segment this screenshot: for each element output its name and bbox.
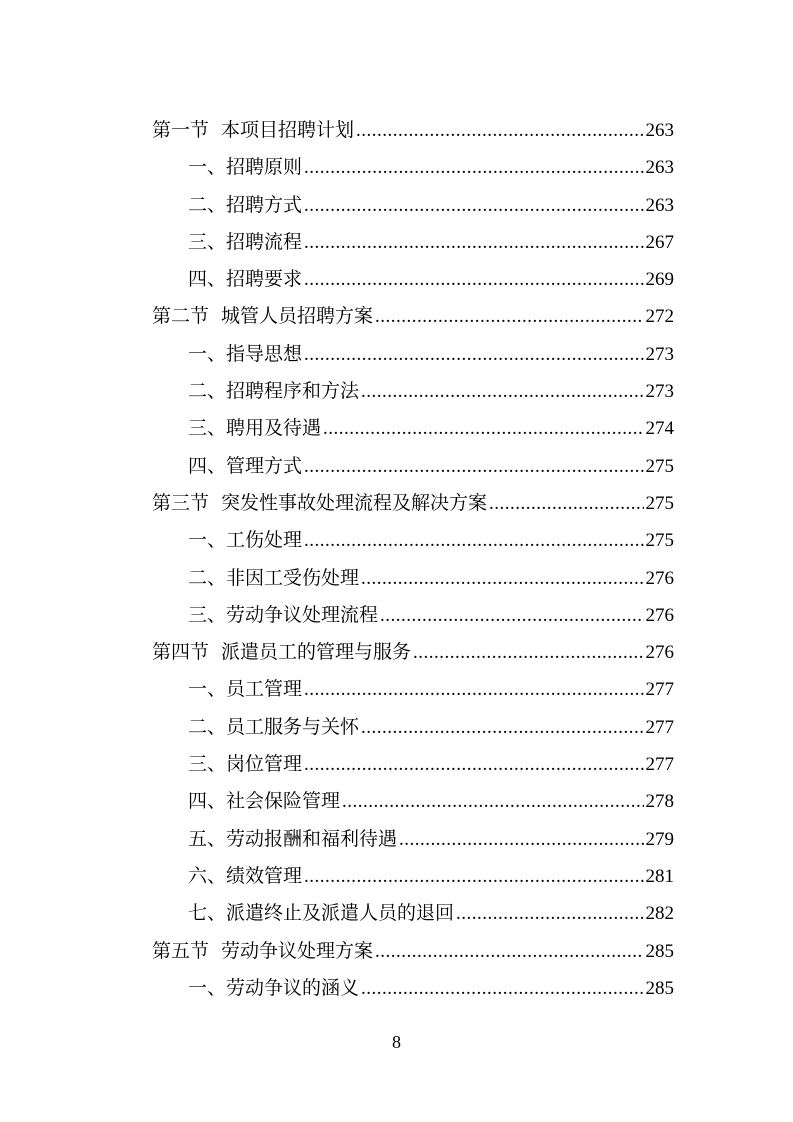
toc-page-number: 275 — [645, 530, 674, 552]
toc-dot-leader — [304, 671, 643, 708]
toc-subsection-entry[interactable] — [152, 671, 674, 708]
toc-entry-title: 一、员工管理 — [188, 678, 303, 701]
toc-entry-label — [152, 112, 354, 149]
toc-dot-leader — [361, 560, 643, 597]
page-number: 8 — [392, 1032, 401, 1052]
toc-page-number: 276 — [645, 604, 674, 626]
toc-dot-leader — [375, 933, 643, 970]
toc-subsection-entry[interactable] — [152, 709, 674, 746]
toc-entry-label — [188, 895, 454, 932]
toc-dot-leader — [356, 112, 643, 149]
toc-subsection-entry[interactable] — [152, 522, 674, 559]
toc-dot-leader — [304, 522, 643, 559]
toc-page-number: 276 — [645, 642, 674, 664]
toc-entry-title: 二、招聘方式 — [188, 193, 303, 216]
toc-entry-title: 一、指导思想 — [188, 342, 303, 365]
toc-subsection-entry[interactable] — [152, 560, 674, 597]
toc-page-number: 276 — [645, 567, 674, 589]
toc-dot-leader — [361, 373, 643, 410]
toc-subsection-entry[interactable] — [152, 261, 674, 298]
toc-entry-label — [188, 448, 302, 485]
toc-subsection-entry[interactable] — [152, 187, 674, 224]
toc-entry-label — [188, 858, 302, 895]
toc-dot-leader — [456, 895, 643, 932]
toc-entry-label — [188, 373, 359, 410]
toc-subsection-entry[interactable] — [152, 783, 674, 820]
toc-section-number: 第五节 — [152, 939, 210, 962]
toc-dot-leader — [399, 821, 643, 858]
toc-entry-title: 四、管理方式 — [188, 454, 303, 477]
toc-entry-label — [152, 634, 411, 671]
toc-subsection-entry[interactable] — [152, 821, 674, 858]
toc-page-number: 285 — [645, 940, 674, 962]
toc-entry-title: 五、劳动报酬和福利待遇 — [188, 827, 398, 850]
toc-section-entry[interactable] — [152, 634, 674, 671]
toc-entry-title: 城管人员招聘方案 — [221, 305, 374, 328]
toc-page-number: 282 — [645, 903, 674, 925]
toc-dot-leader — [304, 187, 643, 224]
toc-dot-leader — [361, 970, 643, 1007]
toc-entry-label — [152, 298, 373, 335]
toc-page-number: 275 — [645, 455, 674, 477]
toc-entry-label — [188, 336, 302, 373]
toc-dot-leader — [304, 336, 643, 373]
toc-entry-title: 突发性事故处理流程及解决方案 — [221, 491, 488, 514]
table-of-contents — [152, 112, 674, 1007]
toc-page-number: 274 — [645, 418, 674, 440]
toc-entry-title: 六、绩效管理 — [188, 864, 303, 887]
toc-entry-label — [188, 560, 359, 597]
toc-entry-label — [188, 410, 321, 447]
toc-subsection-entry[interactable] — [152, 895, 674, 932]
toc-page-number: 263 — [645, 157, 674, 179]
toc-section-entry[interactable] — [152, 485, 674, 522]
toc-section-number: 第一节 — [152, 119, 210, 141]
toc-entry-label — [188, 671, 302, 708]
toc-entry-title: 派遣员工的管理与服务 — [221, 641, 412, 664]
toc-page-number: 277 — [645, 754, 674, 776]
toc-page-number: 267 — [645, 231, 674, 253]
toc-entry-label — [188, 261, 302, 298]
toc-entry-label — [188, 597, 378, 634]
toc-entry-label — [188, 149, 302, 186]
toc-entry-title: 二、员工服务与关怀 — [188, 715, 360, 738]
toc-entry-title: 三、劳动争议处理流程 — [188, 603, 379, 626]
toc-subsection-entry[interactable] — [152, 373, 674, 410]
toc-section-number: 第四节 — [152, 641, 210, 664]
toc-dot-leader — [413, 634, 643, 671]
toc-section-number: 第二节 — [152, 305, 210, 328]
toc-entry-title: 三、聘用及待遇 — [188, 417, 322, 440]
toc-dot-leader — [304, 224, 643, 261]
toc-page-number: 279 — [645, 828, 674, 850]
toc-subsection-entry[interactable] — [152, 970, 674, 1007]
toc-section-entry[interactable] — [152, 933, 674, 970]
toc-entry-label — [152, 485, 487, 522]
toc-entry-label — [188, 783, 340, 820]
toc-entry-title: 一、招聘原则 — [188, 156, 303, 179]
toc-entry-title: 一、工伤处理 — [188, 529, 303, 552]
toc-entry-label — [188, 522, 302, 559]
toc-section-entry[interactable] — [152, 112, 674, 149]
toc-entry-title: 二、招聘程序和方法 — [188, 380, 360, 403]
toc-subsection-entry[interactable] — [152, 336, 674, 373]
toc-dot-leader — [342, 783, 643, 820]
toc-dot-leader — [304, 858, 643, 895]
toc-page-number: 269 — [645, 269, 674, 291]
toc-entry-title: 七、派遣终止及派遣人员的退回 — [188, 902, 455, 925]
toc-entry-title: 本项目招聘计划 — [221, 119, 355, 141]
toc-page-number: 278 — [645, 791, 674, 813]
toc-entry-label — [188, 746, 302, 783]
toc-page-number: 272 — [645, 306, 674, 328]
toc-entry-title: 二、非因工受伤处理 — [188, 566, 360, 589]
toc-page-number: 285 — [645, 977, 674, 999]
toc-dot-leader — [375, 298, 643, 335]
toc-page-number: 277 — [645, 716, 674, 738]
toc-entry-title: 一、劳动争议的涵义 — [188, 976, 360, 999]
toc-dot-leader — [489, 485, 643, 522]
toc-subsection-entry[interactable] — [152, 597, 674, 634]
toc-page-number: 273 — [645, 343, 674, 365]
toc-section-entry[interactable] — [152, 298, 674, 335]
toc-entry-label — [188, 821, 397, 858]
toc-page-number: 263 — [645, 120, 674, 141]
toc-entry-title: 四、社会保险管理 — [188, 790, 341, 813]
toc-subsection-entry[interactable] — [152, 410, 674, 447]
toc-subsection-entry[interactable] — [152, 858, 674, 895]
toc-entry-label — [152, 933, 373, 970]
toc-entry-label — [188, 224, 302, 261]
toc-dot-leader — [304, 448, 643, 485]
toc-page-number: 281 — [645, 865, 674, 887]
toc-subsection-entry[interactable] — [152, 224, 674, 261]
toc-entry-title: 三、岗位管理 — [188, 753, 303, 776]
toc-dot-leader — [361, 709, 643, 746]
toc-dot-leader — [304, 261, 643, 298]
toc-dot-leader — [304, 746, 643, 783]
toc-entry-title: 四、招聘要求 — [188, 268, 303, 291]
toc-entry-title: 三、招聘流程 — [188, 230, 303, 253]
toc-page-number: 273 — [645, 381, 674, 403]
toc-entry-label — [188, 709, 359, 746]
toc-dot-leader — [380, 597, 643, 634]
toc-entry-title: 劳动争议处理方案 — [221, 939, 374, 962]
toc-subsection-entry[interactable] — [152, 448, 674, 485]
toc-entry-label — [188, 187, 302, 224]
toc-entry-label — [188, 970, 359, 1007]
toc-page-number: 277 — [645, 679, 674, 701]
toc-dot-leader — [323, 410, 643, 447]
toc-subsection-entry[interactable] — [152, 746, 674, 783]
toc-page-number: 263 — [645, 194, 674, 216]
toc-dot-leader — [304, 149, 643, 186]
toc-section-number: 第三节 — [152, 491, 210, 514]
toc-page-number: 275 — [645, 492, 674, 514]
toc-subsection-entry[interactable] — [152, 149, 674, 186]
